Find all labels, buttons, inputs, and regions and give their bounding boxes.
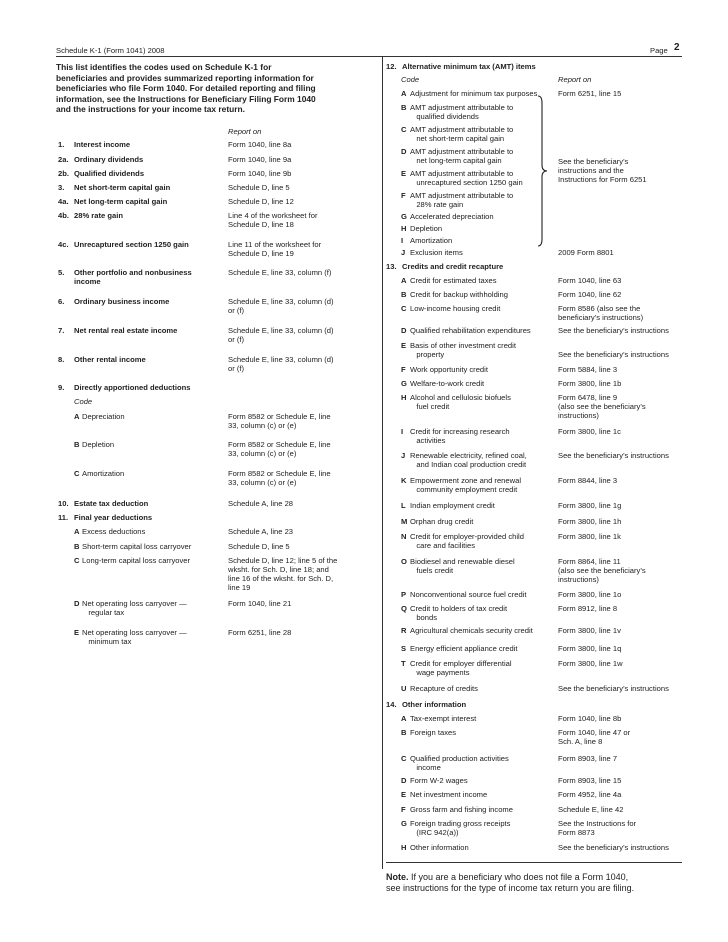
item-report: Schedule D, line 12 [228, 197, 294, 206]
code-report: Form 5884, line 3 [558, 365, 618, 374]
code-report: Form 3800, line 1b [558, 379, 622, 388]
item-number: 12. [386, 62, 397, 71]
code-report: Form 4952, line 4a [558, 790, 622, 799]
code-report: Schedule E, line 42 [558, 805, 624, 814]
code-label: Depreciation [82, 412, 125, 421]
code-letter: U [401, 684, 407, 693]
item-number: 10. [58, 499, 69, 508]
code-label: Work opportunity credit [410, 365, 488, 374]
code-label: Welfare-to-work credit [410, 379, 485, 388]
code-label: Adjustment for minimum tax purposes [410, 89, 538, 98]
code-letter: Q [401, 604, 407, 613]
code-letter: C [401, 125, 407, 134]
code-report: Form 3800, line 1g [558, 501, 622, 510]
code-report: Form 3800, line 1q [558, 644, 622, 653]
item-report: Schedule A, line 28 [228, 499, 294, 508]
code-label: Credit for employer-provided child care and facilities [410, 532, 524, 550]
code-label: Low-income housing credit [410, 304, 501, 313]
code-label: Credit for employer differential wage payments [410, 659, 512, 677]
item-report: Schedule E, line 33, column (d) or (f) [228, 297, 334, 315]
item-number: 5. [58, 268, 65, 277]
code-letter: N [401, 532, 407, 541]
code-letter: S [401, 644, 407, 653]
code-letter: D [74, 599, 80, 608]
code-letter: E [401, 341, 407, 350]
code-report: Form 1040, line 47 or Sch. A, line 8 [558, 728, 631, 746]
code-label: Recapture of credits [410, 684, 478, 693]
code-report: Form 3800, line 1c [558, 427, 621, 436]
code-letter: A [401, 714, 407, 723]
code-letter: G [401, 379, 407, 388]
item-number: 4a. [58, 197, 69, 206]
code-letter: F [401, 365, 406, 374]
item-label: Other portfolio and nonbusiness income [74, 268, 192, 286]
code-letter: D [401, 776, 407, 785]
code-letter: E [401, 169, 407, 178]
item-report: Schedule E, line 33, column (d) or (f) [228, 326, 334, 344]
code-label: Exclusion items [410, 248, 463, 257]
code-report: See the beneficiary’s instructions [558, 326, 669, 335]
item-report: Line 4 of the worksheet for Schedule D, line 18 [228, 211, 318, 229]
code-letter: F [401, 805, 406, 814]
code-label: Net operating loss carryover — regular tax [82, 599, 187, 617]
item-label: Qualified dividends [74, 169, 145, 178]
code-report: Form 1040, line 62 [558, 290, 622, 299]
code-letter: O [401, 557, 407, 566]
item-number: 3. [58, 183, 65, 192]
code-report: Form 8582 or Schedule E, line 33, column (c) or (e) [228, 412, 331, 430]
code-label: Net operating loss carryover — minimum tax [82, 628, 187, 646]
report-on-header: Report on [558, 75, 592, 84]
column-divider [382, 57, 383, 869]
code-letter: H [401, 224, 407, 233]
item-label: Ordinary business income [74, 297, 170, 306]
code-letter: A [401, 276, 407, 285]
code-label: Credit to holders of tax credit bonds [410, 604, 508, 622]
header-rule [56, 56, 682, 57]
code-label: Excess deductions [82, 527, 146, 536]
code-report: Form 8864, line 11 (also see the beneficiary’s instructions) [558, 557, 646, 584]
code-letter: P [401, 590, 407, 599]
code-report: Form 1040, line 21 [228, 599, 292, 608]
code-letter: E [74, 628, 80, 637]
code-report: See the Instructions for Form 8873 [558, 819, 637, 837]
code-label: Orphan drug credit [410, 517, 474, 526]
code-label: Amortization [82, 469, 125, 478]
code-report: Schedule A, line 23 [228, 527, 294, 536]
code-header: Code [401, 75, 420, 84]
code-letter: B [74, 440, 80, 449]
code-letter: B [401, 290, 407, 299]
code-label: Other information [410, 843, 469, 852]
code-letter: H [401, 843, 407, 852]
item-number: 6. [58, 297, 65, 306]
item-label: Final year deductions [74, 513, 153, 522]
code-letter: A [74, 412, 80, 421]
code-letter: F [401, 191, 406, 200]
item-number: 14. [386, 700, 397, 709]
code-letter: R [401, 626, 407, 635]
code-label: Gross farm and fishing income [410, 805, 513, 814]
code-label: Long-term capital loss carryover [82, 556, 191, 565]
item-label: 28% rate gain [74, 211, 123, 220]
code-label: Form W-2 wages [410, 776, 468, 785]
code-label: Empowerment zone and renewal community employment credit [410, 476, 522, 494]
item-label: Other rental income [74, 355, 146, 364]
code-report: Form 1040, line 63 [558, 276, 622, 285]
item-report: Schedule D, line 5 [228, 183, 290, 192]
code-report: Form 8912, line 8 [558, 604, 618, 613]
code-report: Form 6251, line 15 [558, 89, 622, 98]
item-label: Unrecaptured section 1250 gain [74, 240, 189, 249]
code-report: See the beneficiary’s instructions [558, 451, 669, 460]
amt-bracket-brace [536, 95, 550, 247]
code-letter: A [401, 89, 407, 98]
item-report: Schedule E, line 33, column (d) or (f) [228, 355, 334, 373]
code-report: See the beneficiary’s instructions [558, 684, 669, 693]
code-letter: I [401, 427, 404, 436]
code-report: Form 8844, line 3 [558, 476, 618, 485]
code-letter: I [401, 236, 404, 245]
code-report: Form 3800, line 1h [558, 517, 622, 526]
code-report: Schedule D, line 12; line 5 of the wksht. for Sch. D, line 18; and line 16 of the wksht. for Sch. D, line 19 [228, 556, 338, 592]
item-number: 1. [58, 140, 65, 149]
code-letter: C [74, 469, 80, 478]
code-label: Credit for estimated taxes [410, 276, 497, 285]
item-label: Estate tax deduction [74, 499, 149, 508]
code-report: Schedule D, line 5 [228, 542, 290, 551]
item-number: 7. [58, 326, 65, 335]
code-letter: J [401, 248, 406, 257]
code-label: Foreign taxes [410, 728, 457, 737]
code-letter: G [401, 819, 407, 828]
code-report: See the beneficiary’s instructions [558, 843, 669, 852]
item-report: Form 1040, line 9b [228, 169, 292, 178]
code-label: Nonconventional source fuel credit [410, 590, 527, 599]
item-label: Net short-term capital gain [74, 183, 171, 192]
code-letter: C [74, 556, 80, 565]
item-label: Interest income [74, 140, 131, 149]
code-report: Form 8582 or Schedule E, line 33, column (c) or (e) [228, 469, 331, 487]
code-letter: B [401, 103, 407, 112]
code-letter: J [401, 451, 406, 460]
code-label: Amortization [410, 236, 453, 245]
page-label: Page [650, 46, 668, 55]
item-label: Directly apportioned deductions [74, 383, 191, 392]
code-label: AMT adjustment attributable to net long-term capital gain [410, 147, 514, 165]
code-label: Depletion [410, 224, 443, 233]
item-label: Net long-term capital gain [74, 197, 168, 206]
item-report: Form 1040, line 8a [228, 140, 292, 149]
item-number: 2a. [58, 155, 69, 164]
code-letter: D [401, 326, 407, 335]
code-label: Credit for backup withholding [410, 290, 508, 299]
code-letter: H [401, 393, 407, 402]
code-label: Energy efficient appliance credit [410, 644, 518, 653]
code-letter: C [401, 754, 407, 763]
form-title: Schedule K-1 (Form 1041) 2008 [56, 46, 165, 55]
item-label: Net rental real estate income [74, 326, 178, 335]
code-label: Credit for increasing research activities [410, 427, 510, 445]
code-label: Agricultural chemicals security credit [410, 626, 533, 635]
item-number: 4b. [58, 211, 69, 220]
code-letter: T [401, 659, 406, 668]
report-on-header: Report on [228, 127, 262, 136]
page-number: 2 [674, 42, 680, 53]
code-report: Form 8586 (also see the beneficiary’s instructions) [558, 304, 644, 322]
code-report: Form 8582 or Schedule E, line 33, column (c) or (e) [228, 440, 331, 458]
code-label: Indian employment credit [410, 501, 495, 510]
note-text: If you are a beneficiary who does not file a Form 1040, see instructions for the type of income tax return you are filing. [386, 872, 635, 894]
code-label: Accelerated depreciation [410, 212, 494, 221]
code-letter: L [401, 501, 406, 510]
note-label: Note. [386, 872, 409, 882]
note-rule [386, 862, 682, 863]
code-letter: E [401, 790, 407, 799]
code-report: Form 3800, line 1k [558, 532, 621, 541]
code-label: AMT adjustment attributable to net short-term capital gain [410, 125, 514, 143]
item-number: 9. [58, 383, 65, 392]
code-label: Biodiesel and renewable diesel fuels credit [410, 557, 515, 575]
code-header: Code [74, 397, 93, 406]
code-letter: B [401, 728, 407, 737]
code-label: AMT adjustment attributable to unrecaptured section 1250 gain [410, 169, 523, 187]
intro-text: This list identifies the codes used on Schedule K-1 for beneficiaries and provides summarized reporting information for beneficiaries who file Form 1040. For detailed reporting and filing information, see the Instructions for Beneficiary Filing Form 1040 and the instructions for your income tax return. [56, 62, 316, 115]
code-letter: M [401, 517, 408, 526]
item-number: 2b. [58, 169, 69, 178]
code-report: Form 1040, line 8b [558, 714, 622, 723]
code-letter: G [401, 212, 407, 221]
code-report: See the beneficiary’s instructions [558, 350, 669, 359]
code-label: Renewable electricity, refined coal, and Indian coal production credit [410, 451, 527, 469]
item-number: 11. [58, 513, 69, 522]
code-label: Qualified production activities income [410, 754, 509, 772]
code-letter: D [401, 147, 407, 156]
item-report: Form 1040, line 9a [228, 155, 292, 164]
code-report: Form 8903, line 7 [558, 754, 618, 763]
code-letter: K [401, 476, 407, 485]
amt-bracket-report: See the beneficiary’s instructions and the Instructions for Form 6251 [558, 157, 647, 184]
item-report: Schedule E, line 33, column (f) [228, 268, 332, 277]
code-label: Net investment income [410, 790, 488, 799]
code-report: Form 8903, line 15 [558, 776, 622, 785]
code-report: Form 6478, line 9 (also see the beneficiary’s instructions) [558, 393, 646, 420]
code-label: Qualified rehabilitation expenditures [410, 326, 531, 335]
code-label: Short-term capital loss carryover [82, 542, 192, 551]
item-label: Other information [402, 700, 467, 709]
code-report: Form 6251, line 28 [228, 628, 292, 637]
code-label: AMT adjustment attributable to 28% rate gain [410, 191, 514, 209]
code-label: Tax-exempt interest [410, 714, 477, 723]
item-report: Line 11 of the worksheet for Schedule D, line 19 [228, 240, 322, 258]
item-number: 8. [58, 355, 65, 364]
code-report: 2009 Form 8801 [558, 248, 614, 257]
code-letter: B [74, 542, 80, 551]
code-label: Basis of other investment credit property [410, 341, 516, 359]
item-label: Alternative minimum tax (AMT) items [402, 62, 536, 71]
code-label: Foreign trading gross receipts (IRC 942(a)) [410, 819, 511, 837]
code-label: AMT adjustment attributable to qualified dividends [410, 103, 514, 121]
item-label: Ordinary dividends [74, 155, 144, 164]
item-number: 4c. [58, 240, 69, 249]
code-label: Alcohol and cellulosic biofuels fuel credit [410, 393, 511, 411]
code-report: Form 3800, line 1w [558, 659, 623, 668]
item-number: 13. [386, 262, 397, 271]
item-label: Credits and credit recapture [402, 262, 504, 271]
code-report: Form 3800, line 1o [558, 590, 622, 599]
code-label: Depletion [82, 440, 115, 449]
code-letter: C [401, 304, 407, 313]
note [386, 872, 634, 895]
code-letter: A [74, 527, 80, 536]
code-report: Form 3800, line 1v [558, 626, 621, 635]
